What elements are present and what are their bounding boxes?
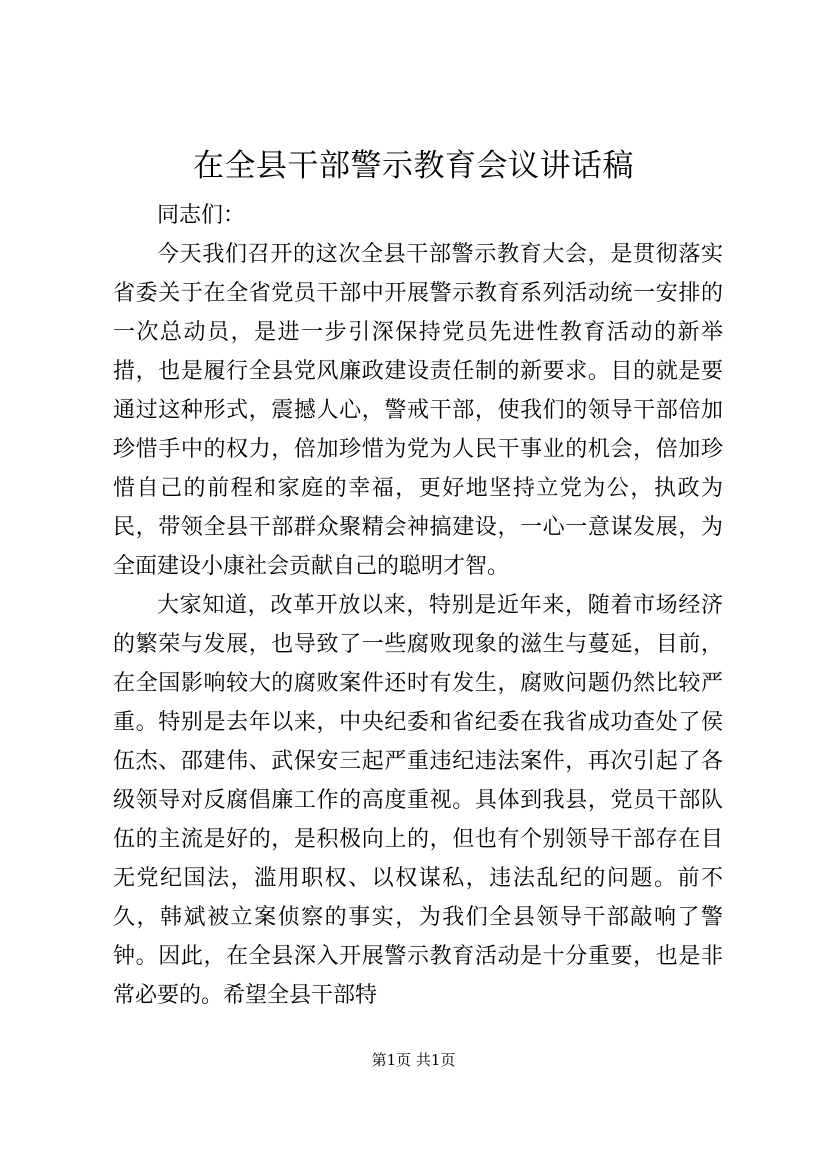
greeting: 同志们： [157,203,246,228]
page-number: 第1页 共1页 [371,1051,456,1069]
document-title: 在全县干部警示教育会议讲话稿 [193,148,634,184]
document-body [113,196,723,1015]
paragraph-2: 大家知道，改革开放以来，特别是近年来，随着市场经济的繁荣与发展，也导致了一些腐败现象的滋生与蔓延，目前，在全国影响较大的腐败案件还时有发生，腐败问题仍然比较严重。特别是去年以来，中央纪委和省纪委在我省成功查处了侯伍杰、邵建伟、武保安三起严重违纪违法案件，再次引起了各级领导对反腐倡廉工作的高度重视。具体到我县，党员干部队伍的主流是好的，是积极向上的，但也有个别领导干部存在目无党纪国法，滥用职权、以权谋私，违法乱纪的问题。前不久，韩斌被立案侦察的事实，为我们全县领导干部敲响了警钟。因此，在全县深入开展警示教育活动是十分重要，也是非常必要的。希望全县干部特 [113,593,723,1008]
paragraph-1: 今天我们召开的这次全县干部警示教育大会，是贯彻落实省委关于在全省党员干部中开展警示教育系列活动统一安排的一次总动员，是进一步引深保持党员先进性教育活动的新举措，也是履行全县党风廉政建设责任制的新要求。目的就是要通过这种形式，震撼人心，警戒干部，使我们的领导干部倍加珍惜手中的权力，倍加珍惜为党为人民干事业的机会，倍加珍惜自己的前程和家庭的幸福，更好地坚持立党为公，执政为民，带领全县干部群众聚精会神搞建设，一心一意谋发展，为全面建设小康社会贡献自己的聪明才智。 [113,242,723,579]
